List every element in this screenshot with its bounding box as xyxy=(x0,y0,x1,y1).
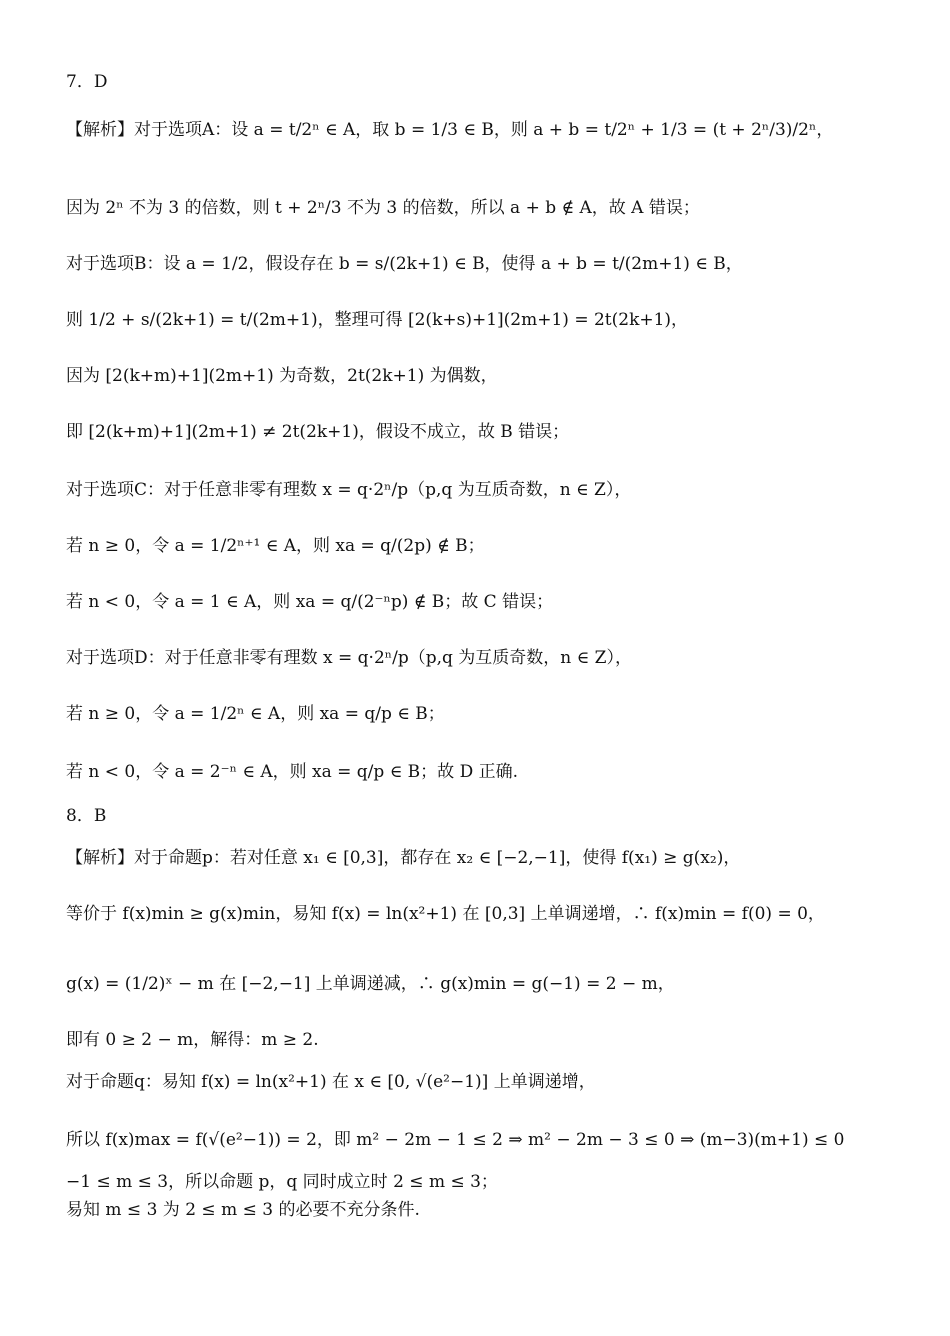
q8-line-5: 对于命题q：易知 f(x) = ln(x²+1) 在 x ∈ [0, √(e²−1)] 上单调递增， xyxy=(66,1072,596,1092)
q7-line-6: 即 [2(k+m)+1](2m+1) ≠ 2t(2k+1)，假设不成立，故 B 错误； xyxy=(66,422,570,442)
q7-line-9: 若 n < 0，令 a = 1 ∈ A，则 xa = q/(2⁻ⁿp) ∉ B；故 C 错误； xyxy=(66,592,554,612)
q7-line-2: 因为 2ⁿ 不为 3 的倍数，则 t + 2ⁿ/3 不为 3 的倍数，所以 a + b ∉ A，故 A 错误； xyxy=(66,198,700,218)
q8-line-4: 即有 0 ≥ 2 − m，解得：m ≥ 2. xyxy=(66,1030,319,1050)
q7-line-5: 因为 [2(k+m)+1](2m+1) 为奇数，2t(2k+1) 为偶数， xyxy=(66,366,498,386)
q8-line-8: 易知 m ≤ 3 为 2 ≤ m ≤ 3 的必要不充分条件. xyxy=(66,1200,420,1220)
q7-line-1: 【解析】对于选项A：设 a = t/2ⁿ ∈ A，取 b = 1/3 ∈ B，则 a + b = t/2ⁿ + 1/3 = (t + 2ⁿ/3)/2ⁿ， xyxy=(66,120,834,140)
q7-heading: 7．D xyxy=(66,72,108,92)
q8-line-3: g(x) = (1/2)ˣ − m 在 [−2,−1] 上单调递减，∴ g(x)min = g(−1) = 2 − m， xyxy=(66,974,675,994)
q8-line-6: 所以 f(x)max = f(√(e²−1)) = 2，即 m² − 2m − 1 ≤ 2 ⇒ m² − 2m − 3 ≤ 0 ⇒ (m−3)(m+1) ≤ 0 xyxy=(66,1130,845,1150)
q8-line-2: 等价于 f(x)min ≥ g(x)min，易知 f(x) = ln(x²+1) 在 [0,3] 上单调递增，∴ f(x)min = f(0) = 0， xyxy=(66,904,825,924)
q7-line-8: 若 n ≥ 0，令 a = 1/2ⁿ⁺¹ ∈ A，则 xa = q/(2p) ∉ B； xyxy=(66,536,485,556)
q7-line-3: 对于选项B：设 a = 1/2，假设存在 b = s/(2k+1) ∈ B，使得 a + b = t/(2m+1) ∈ B， xyxy=(66,254,743,274)
q7-line-7: 对于选项C：对于任意非零有理数 x = q·2ⁿ/p（p,q 为互质奇数，n ∈ Z）， xyxy=(66,480,632,500)
q8-line-1: 【解析】对于命题p：若对任意 x₁ ∈ [0,3]，都存在 x₂ ∈ [−2,−1]，使得 f(x₁) ≥ g(x₂)， xyxy=(66,848,741,868)
q7-line-10: 对于选项D：对于任意非零有理数 x = q·2ⁿ/p（p,q 为互质奇数，n ∈ Z）， xyxy=(66,648,632,668)
q8-line-7: −1 ≤ m ≤ 3，所以命题 p，q 同时成立时 2 ≤ m ≤ 3； xyxy=(66,1172,498,1192)
q7-line-11: 若 n ≥ 0，令 a = 1/2ⁿ ∈ A，则 xa = q/p ∈ B； xyxy=(66,704,445,724)
q7-line-12: 若 n < 0，令 a = 2⁻ⁿ ∈ A，则 xa = q/p ∈ B；故 D 正确. xyxy=(66,762,519,782)
q7-line-4: 则 1/2 + s/(2k+1) = t/(2m+1)，整理可得 [2(k+s)+1](2m+1) = 2t(2k+1)， xyxy=(66,310,689,330)
q8-heading: 8．B xyxy=(66,806,107,826)
